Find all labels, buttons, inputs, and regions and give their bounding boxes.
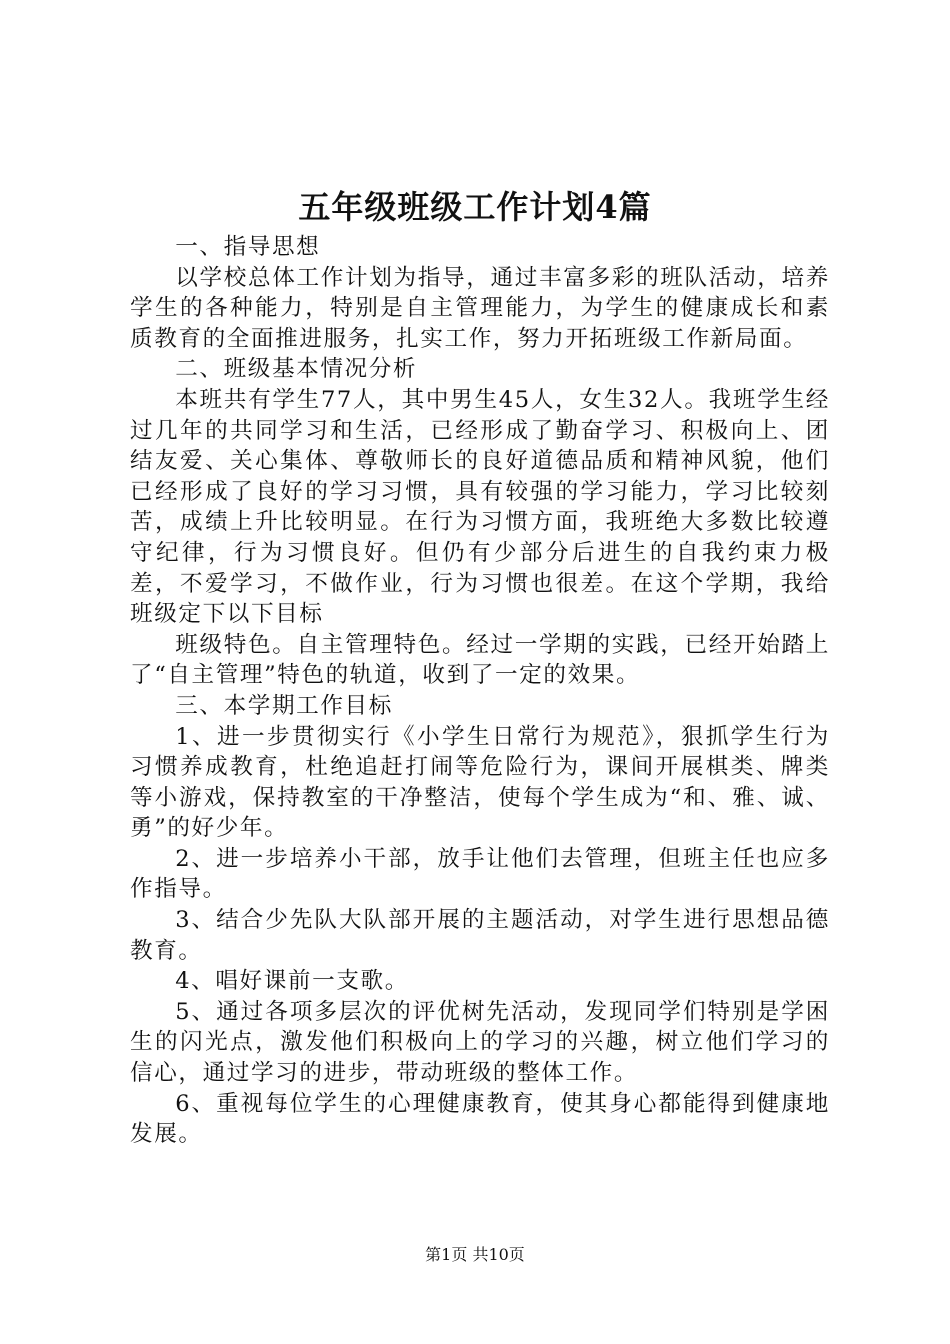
page-number-footer: 第1页 共10页 xyxy=(425,1245,525,1264)
document-body xyxy=(130,232,830,1150)
paragraph-class-feature: 班级特色。自主管理特色。经过一学期的实践，已经开始踏上了“自主管理”特色的轨道，收到了一定的效果。 xyxy=(130,631,830,689)
section-heading-class-analysis: 二、班级基本情况分析 xyxy=(175,356,418,383)
paragraph-class-analysis: 本班共有学生77人，其中男生45人，女生32人。我班学生经过几年的共同学习和生活，已经形成了勤奋学习、积极向上、团结友爱、关心集体、尊敬师长的良好道德品质和精神风貌，他们已经形成了良好的学习习惯，具有较强的学习能力，学习比较刻苦，成绩上升比较明显。在行为习惯方面，我班绝大多数比较遵守纪律，行为习惯良好。但仍有少部分后进生的自我约束力极差，不爱学习，不做作业，行为习惯也很差。在这个学期，我给班级定下以下目标 xyxy=(130,386,830,628)
section-heading-guiding-ideas: 一、指导思想 xyxy=(175,234,321,260)
goal-item-3: 3、结合少先队大队部开展的主题活动，对学生进行思想品德教育。 xyxy=(130,907,830,964)
goal-item-6: 6、重视每位学生的心理健康教育，使其身心都能得到健康地发展。 xyxy=(130,1090,830,1148)
section-heading-semester-goals: 三、本学期工作目标 xyxy=(175,692,393,719)
goal-item-5: 5、通过各项多层次的评优树先活动，发现同学们特别是学困生的闪光点，激发他们积极向上的学习的兴趣，树立他们学习的信心，通过学习的进步，带动班级的整体工作。 xyxy=(130,998,830,1087)
paragraph-guiding-ideas: 以学校总体工作计划为指导，通过丰富多彩的班队活动，培养学生的各种能力，特别是自主管理能力，为学生的健康成长和素质教育的全面推进服务，扎实工作，努力开拓班级工作新局面。 xyxy=(130,264,830,352)
goal-item-2: 2、进一步培养小干部，放手让他们去管理，但班主任也应多作指导。 xyxy=(130,845,830,903)
document-title: 五年级班级工作计划4篇 xyxy=(298,188,652,226)
goal-item-4: 4、唱好课前一支歌。 xyxy=(175,968,409,995)
goal-item-1: 1、进一步贯彻实行《小学生日常行为规范》，狠抓学生行为习惯养成教育，杜绝追赶打闹等危险行为，课间开展棋类、牌类等小游戏，保持教室的干净整洁，使每个学生成为“和、雅、诚、勇”的好少年。 xyxy=(130,723,830,842)
